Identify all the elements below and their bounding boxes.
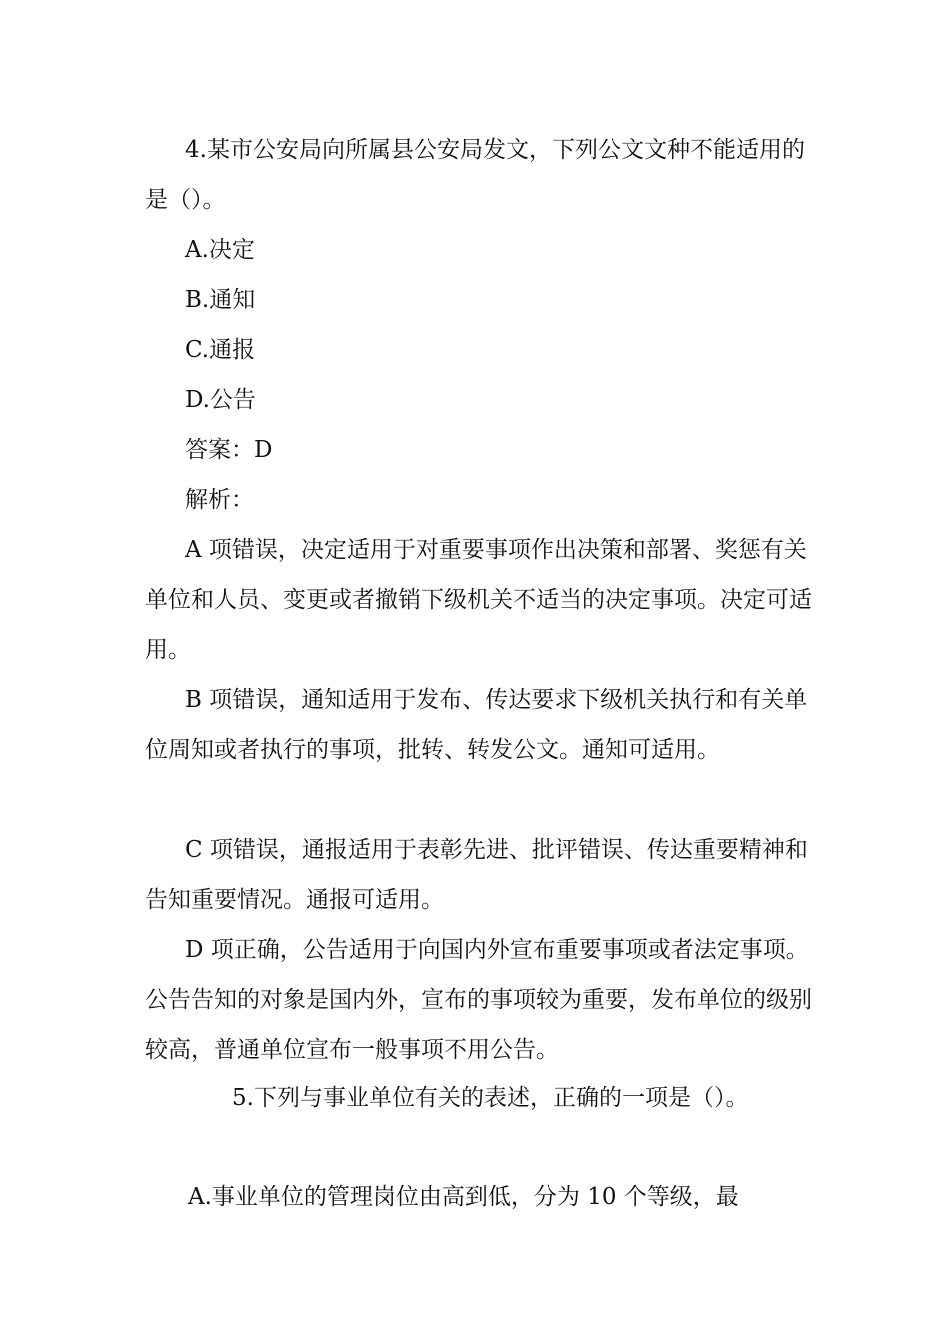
question-4-option-b: B.通知 [185, 287, 256, 313]
question-5-option-a: A.事业单位的管理岗位由高到低，分为 10 个等级，最 [188, 1184, 739, 1210]
question-4-option-a: A.决定 [185, 237, 255, 263]
question-4-option-d: D.公告 [185, 387, 256, 413]
question-4-option-c: C.通报 [185, 337, 256, 363]
explanation-c: C 项错误，通报适用于表彰先进、批评错误、传达重要精神和告知重要情况。通报可适用。 [145, 837, 808, 913]
question-5-stem: 5.下列与事业单位有关的表述，正确的一项是（）。 [232, 1085, 749, 1111]
explanation-a: A 项错误，决定适用于对重要事项作出决策和部署、奖惩有关单位和人员、变更或者撤销下级机关不适当的决定事项。决定可适用。 [145, 537, 812, 663]
question-4-analysis-label: 解析： [185, 487, 254, 513]
question-4-answer: 答案：D [185, 437, 273, 463]
explanation-d: D 项正确，公告适用于向国内外宣布重要事项或者法定事项。公告告知的对象是国内外，宣布的事项较为重要，发布单位的级别较高，普通单位宣布一般事项不用公告。 [145, 937, 812, 1063]
question-4-stem: 4.某市公安局向所属县公安局发文，下列公文文种不能适用的是（）。 [145, 137, 805, 213]
explanation-b: B 项错误，通知适用于发布、传达要求下级机关执行和有关单位周知或者执行的事项，批转、转发公文。通知可适用。 [145, 687, 808, 763]
